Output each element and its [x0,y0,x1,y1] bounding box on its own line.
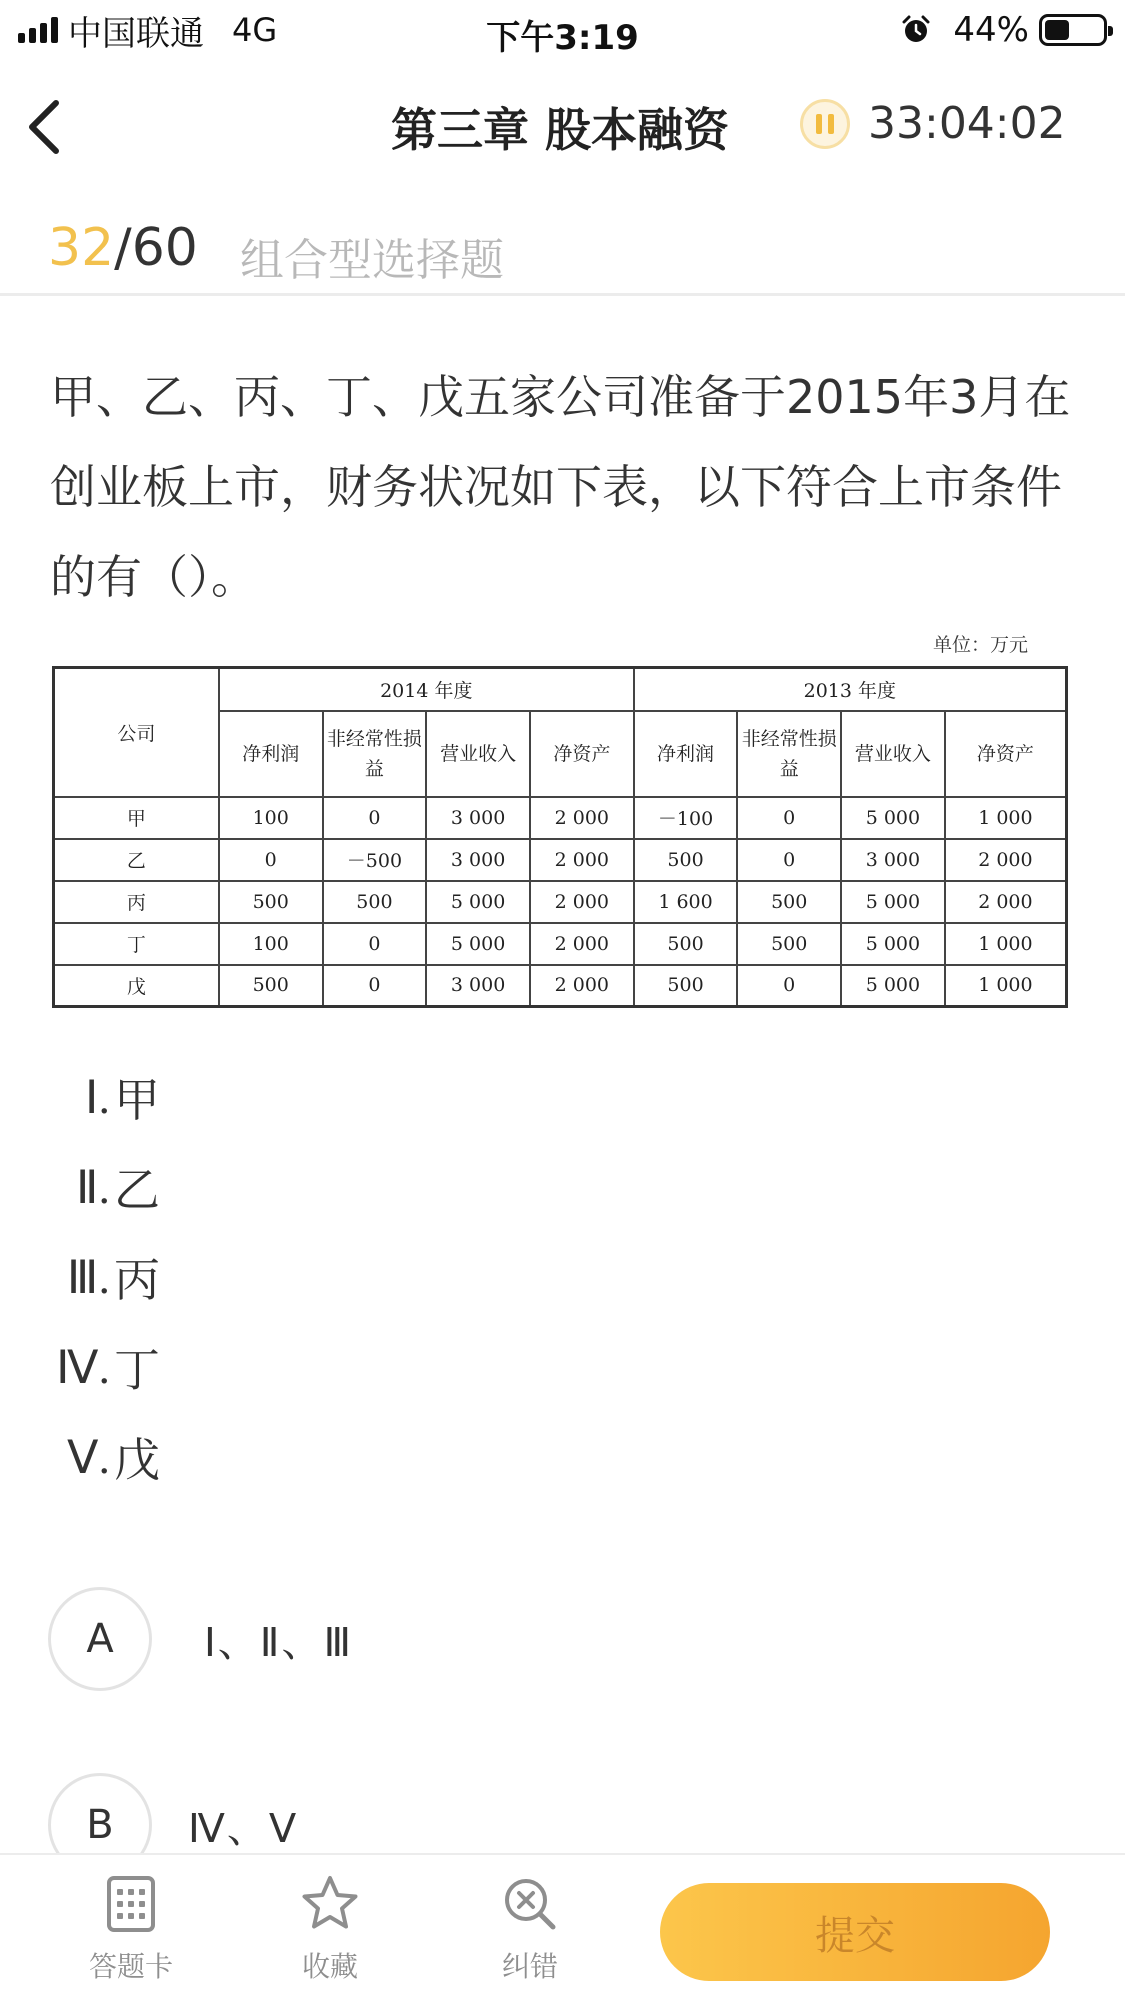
table-cell: 3 000 [426,797,530,839]
item-numeral: Ⅴ. [67,1432,110,1483]
favorite-button[interactable] [260,1873,400,1985]
table-cell: 500 [323,881,427,923]
table-cell: 500 [737,923,841,965]
current-question-number: 32 [48,218,115,278]
column-header: 非经常性损益 [737,711,841,797]
statement-list [50,1052,160,1502]
item-numeral: Ⅲ. [66,1252,110,1303]
status-left [18,10,278,54]
table-cell: 2 000 [530,839,634,881]
error-search-icon [499,1873,561,1935]
question-type-label: 组合型选择题 [240,235,504,286]
report-error-button[interactable] [460,1873,600,1985]
table-cell: 5 000 [841,881,945,923]
answer-choice-a[interactable] [48,1587,353,1691]
column-header: 净利润 [219,711,323,797]
table-cell: 1 000 [945,923,1067,965]
item-label: 甲 [114,1073,160,1127]
company-cell: 乙 [54,839,219,881]
table-row [54,797,1067,839]
table-cell: 5 000 [426,881,530,923]
status-right [901,10,1107,50]
favorite-label: 收藏 [301,1950,358,1983]
column-header: 营业收入 [426,711,530,797]
table-cell: 5 000 [426,923,530,965]
question-progress [48,218,198,278]
item-numeral: Ⅳ. [56,1342,110,1393]
list-item [50,1232,160,1322]
table-cell: 2 000 [530,965,634,1007]
answer-card-icon [100,1873,162,1935]
progress-separator: / [114,218,132,278]
table-cell: 2 000 [530,923,634,965]
timer-value: 33:04:02 [868,98,1066,149]
table-cell: 2 000 [945,839,1067,881]
table-cell: 0 [737,797,841,839]
table-cell: 1 000 [945,797,1067,839]
item-numeral: Ⅱ. [75,1162,110,1213]
column-header: 净资产 [530,711,634,797]
list-item [50,1412,160,1502]
alarm-icon [901,15,931,45]
table-cell: 5 000 [841,923,945,965]
company-cell: 戊 [54,965,219,1007]
star-icon [299,1873,361,1935]
company-cell: 丙 [54,881,219,923]
column-header: 净利润 [634,711,738,797]
exam-timer [800,98,1066,149]
table-cell: 500 [634,923,738,965]
question-stem: 甲、乙、丙、丁、戊五家公司准备于2015年3月在创业板上市，财务状况如下表，以下符合上市条件的有（）。 [50,370,1071,604]
item-label: 丁 [114,1343,160,1397]
table-cell: 500 [737,881,841,923]
back-button[interactable] [14,92,74,162]
choice-letter-a[interactable]: A [48,1587,152,1691]
table-cell: 0 [737,965,841,1007]
column-header: 营业收入 [841,711,945,797]
table-unit-label: 单位：万元 [932,634,1028,656]
answer-card-button[interactable] [61,1873,201,1985]
table-cell: 2 000 [530,797,634,839]
table-cell: 100 [219,797,323,839]
item-label: 乙 [114,1163,160,1217]
carrier-name: 中国联通 [68,13,204,54]
report-error-label: 纠错 [501,1950,558,1983]
pause-icon[interactable] [800,99,850,149]
battery-icon [1039,14,1107,46]
list-item [50,1052,160,1142]
table-cell: 3 000 [426,839,530,881]
nav-bar [0,62,1125,192]
table-cell: 500 [634,965,738,1007]
table-cell: 0 [323,797,427,839]
table-cell: 5 000 [841,797,945,839]
choice-text-a[interactable]: Ⅰ、Ⅱ、Ⅲ [204,1619,354,1665]
item-label: 戊 [114,1433,160,1487]
table-cell: 3 000 [841,839,945,881]
status-time: 下午3:19 [486,18,639,58]
company-header: 公司 [54,668,219,797]
table-cell: 500 [219,965,323,1007]
page-title: 第三章 股本融资 [390,103,729,157]
choice-letter-b[interactable]: B [48,1773,152,1877]
table-cell: －100 [634,797,738,839]
company-cell: 甲 [54,797,219,839]
bottom-toolbar [0,1853,1125,2001]
answer-card-label: 答题卡 [88,1950,173,1983]
financial-table-figure [50,626,1070,1016]
table-cell: －500 [323,839,427,881]
table-row [54,839,1067,881]
table-cell: 0 [737,839,841,881]
table-row [54,965,1067,1007]
table-row [54,881,1067,923]
table-cell: 0 [323,965,427,1007]
table-cell: 0 [219,839,323,881]
table-cell: 500 [219,881,323,923]
battery-percent: 44% [953,10,1029,50]
table-cell: 2 000 [530,881,634,923]
company-cell: 丁 [54,923,219,965]
status-bar [0,0,1125,62]
table-cell: 1 000 [945,965,1067,1007]
column-header: 净资产 [945,711,1067,797]
network-type: 4G [232,11,278,49]
table-cell: 2 000 [945,881,1067,923]
signal-icon [18,17,58,43]
chevron-left-icon [24,97,64,157]
progress-row [0,192,1125,296]
column-header: 非经常性损益 [323,711,427,797]
submit-button[interactable]: 提交 [660,1883,1050,1981]
list-item [50,1322,160,1412]
year-2014-header: 2014 年度 [219,668,634,711]
total-question-count: 60 [131,218,198,278]
table-cell: 0 [323,923,427,965]
table-row [54,923,1067,965]
table-cell: 100 [219,923,323,965]
choice-text-b[interactable]: Ⅳ、Ⅴ [188,1805,299,1851]
item-numeral: Ⅰ. [84,1072,110,1123]
item-label: 丙 [114,1253,160,1307]
list-item [50,1142,160,1232]
table-cell: 3 000 [426,965,530,1007]
financial-table [52,666,1068,1008]
table-cell: 5 000 [841,965,945,1007]
year-2013-header: 2013 年度 [634,668,1067,711]
table-cell: 500 [634,839,738,881]
table-cell: 1 600 [634,881,738,923]
